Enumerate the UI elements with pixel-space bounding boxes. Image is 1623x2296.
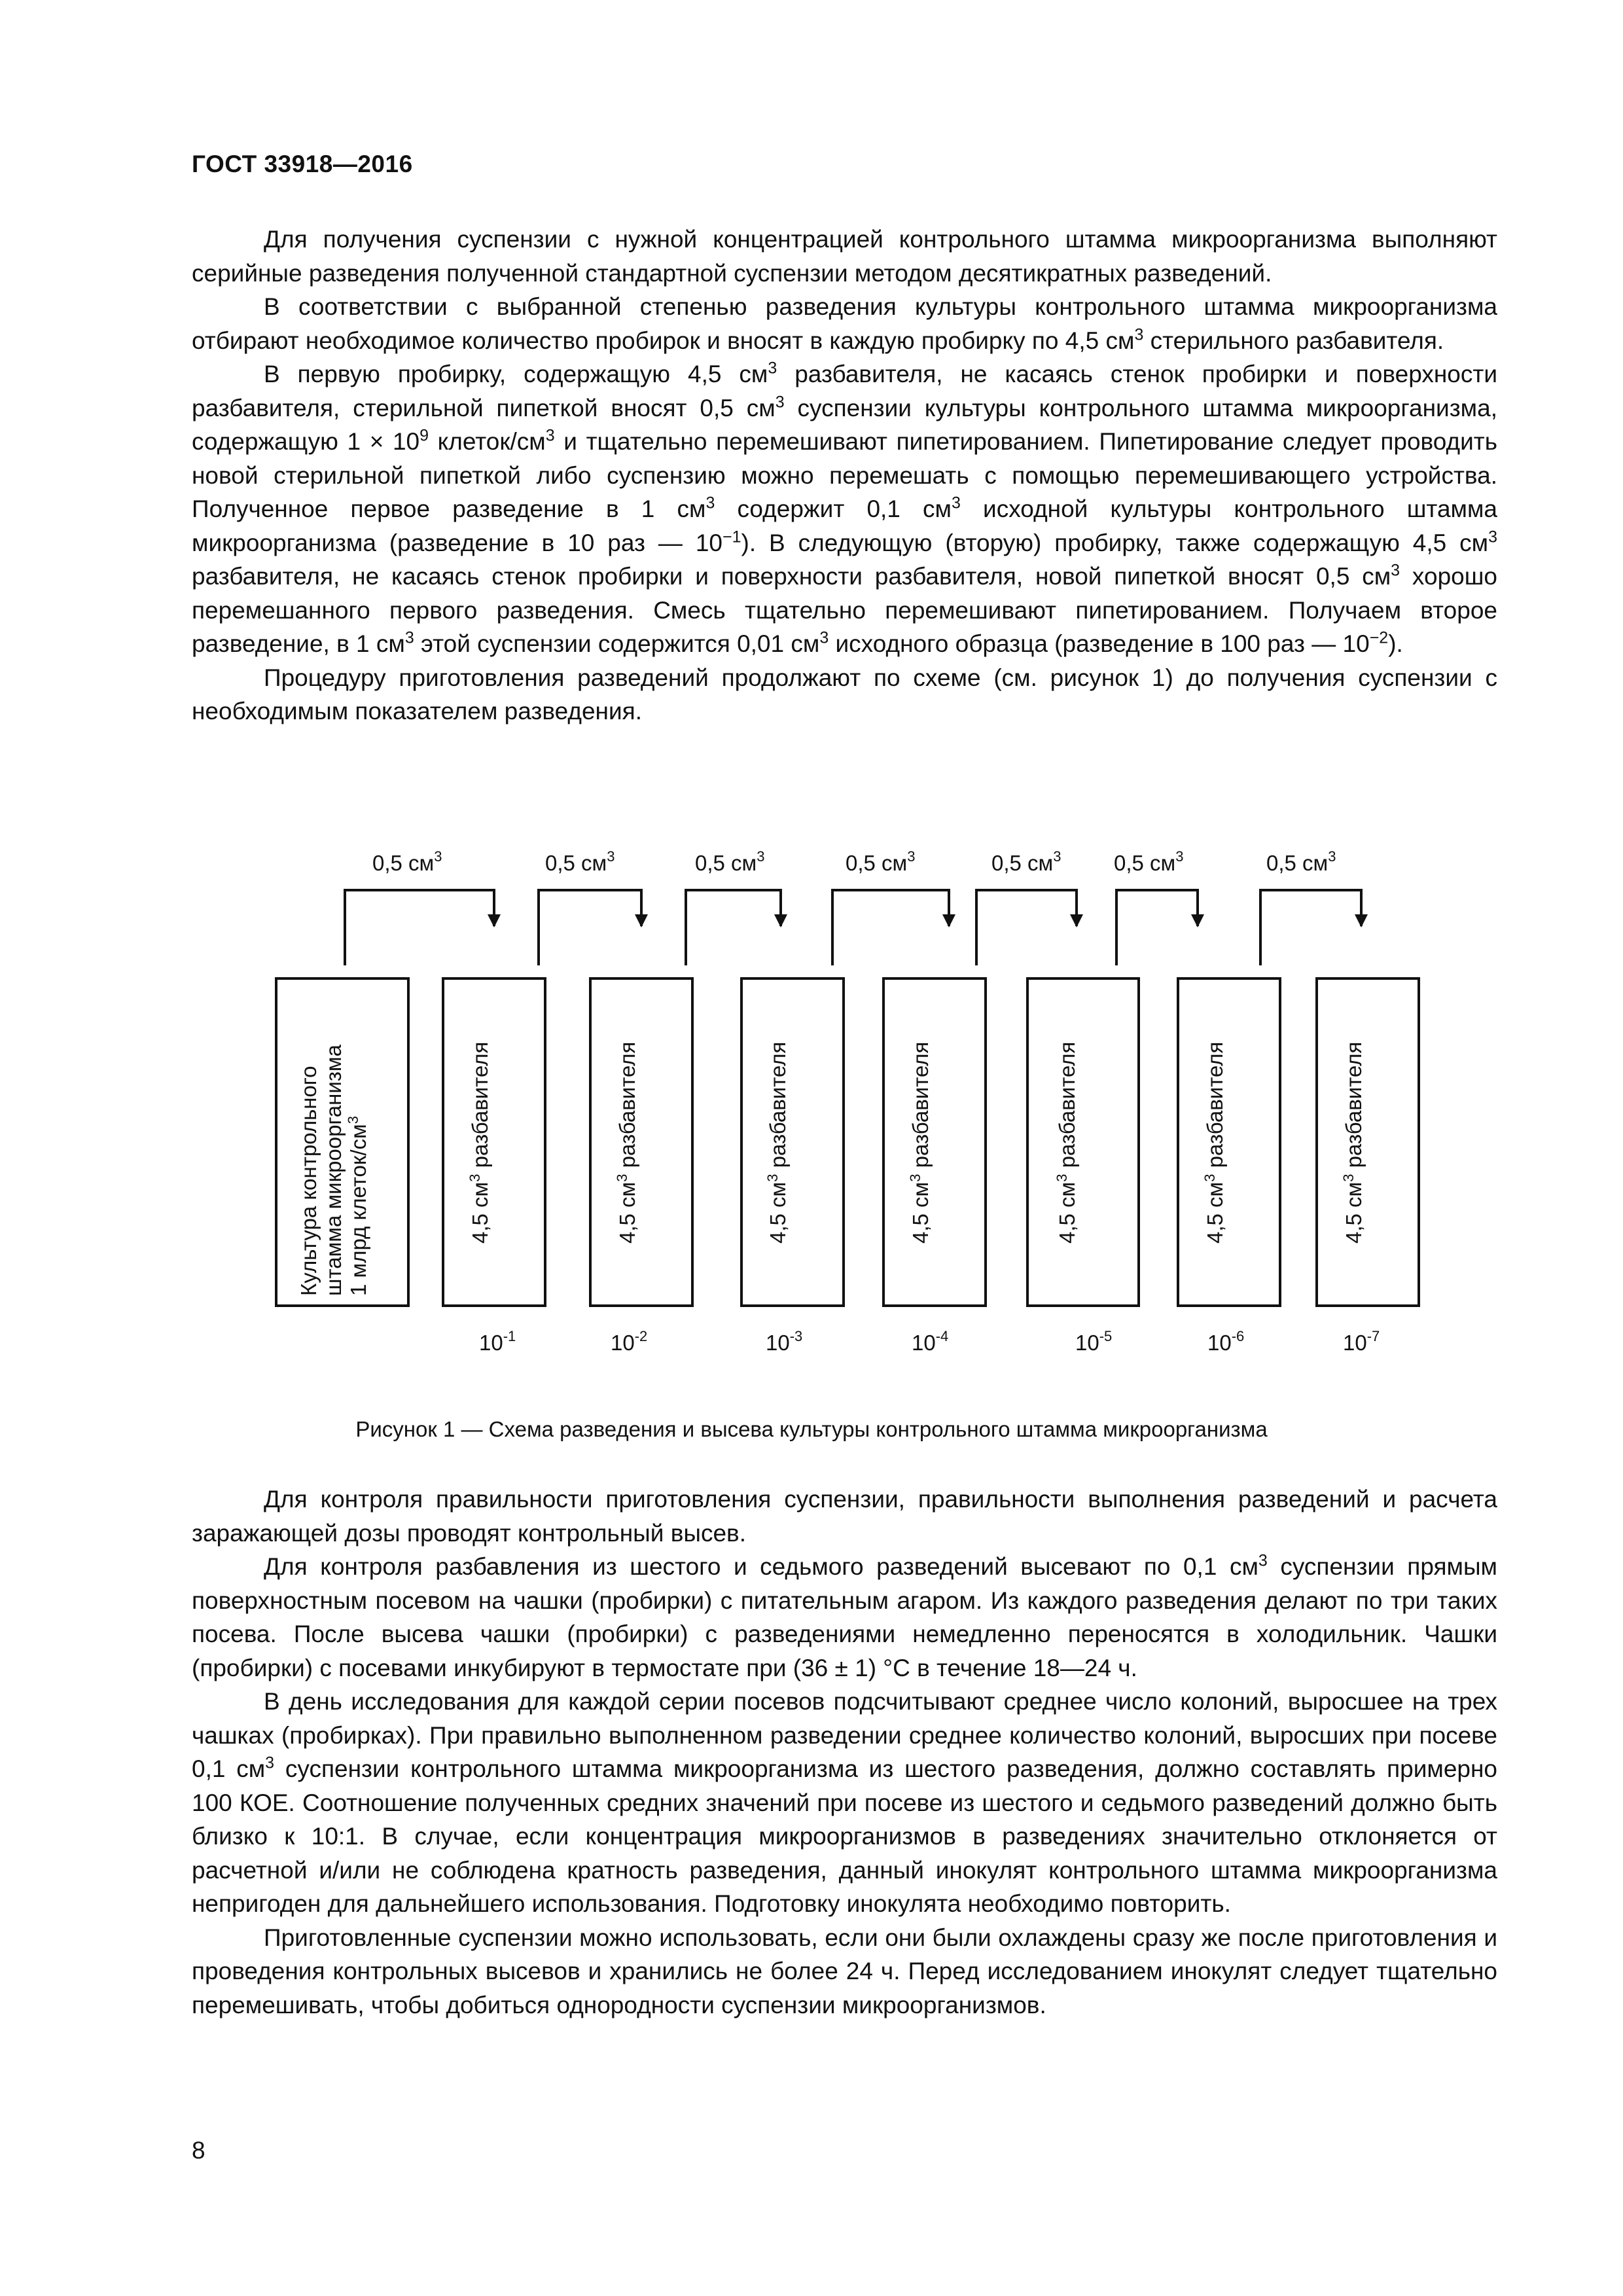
transfer-arrow-4 — [832, 848, 949, 965]
culture-box — [276, 978, 408, 1306]
tube-label: 4,5 $см^3$ разбавителя — [1340, 1041, 1366, 1244]
section-text-bottom — [192, 1482, 1497, 2022]
transfer-arrow-3 — [686, 848, 781, 965]
page-number: 8 — [192, 2137, 205, 2164]
svg-text:0,5 см3: 0,5 $см^3$ — [1114, 848, 1184, 875]
dilution-label-2: $10^{-2}$ — [611, 1328, 648, 1355]
tube-7 — [1317, 978, 1419, 1306]
dilution-label-4: $10^{-4}$ — [912, 1328, 949, 1355]
svg-text:0,5 см3: 0,5 $см^3$ — [991, 848, 1061, 875]
transfer-arrow-1 — [345, 848, 494, 965]
transfer-arrow-7 — [1260, 848, 1361, 965]
dilution-label-7: $10^{-7}$ — [1343, 1328, 1380, 1355]
tube-6 — [1178, 978, 1280, 1306]
tube-4 — [883, 978, 986, 1306]
dilution-label-5: $10^{-5}$ — [1075, 1328, 1113, 1355]
svg-text:0,5 см3: 0,5 $см^3$ — [695, 848, 765, 875]
tube-label: 4,5 $см^3$ разбавителя — [764, 1041, 790, 1244]
paragraph: Для контроля правильности приготовления суспензии, правильности выполнения разведений и расчета заражающей дозы проводят контрольный высев. — [192, 1486, 1497, 1547]
svg-text:0,5 см3: 0,5 $см^3$ — [372, 848, 442, 875]
svg-text:0,5 см3: 0,5 $см^3$ — [1266, 848, 1336, 875]
paragraph: Для получения суспензии с нужной концентрацией контрольного штамма микроорганизма выполняют серийные разведения полученной стандартной суспензии методом десятикратных разведений. — [192, 226, 1497, 287]
paragraph: В первую пробирку, содержащую 4,5 $см^3$ разбавителя, не касаясь стенок пробирки и поверхности разбавителя, стерильной пипеткой вносят 0,5 $см^3$ суспензии культуры контрольного штамма микроорганизма, содержащую $1 \times 10^9$ клеток/$см^3$ и тщательно перемешивают пипетированием. Пипетирование следует проводить новой стерильной пипеткой либо суспензию можно перемешать с помощью перемешивающего устройства. Полученное первое разведение в 1 $см^3$ содержит 0,1 $см^3$ исходной культуры контрольного штамма микроорганизма (разведение в 10 раз — $10^{-1}$). В следующую (вторую) пробирку, также содержащую 4,5 $см^3$ разбавителя, не касаясь стенок пробирки и поверхности разбавителя, новой пипеткой вносят 0,5 $см^3$ хорошо перемешанного первого разведения. Смесь тщательно перемешивают пипетированием. Получаем второе разведение, в 1 $см^3$ этой суспензии содержится 0,01 $см^3$ исходного образца (разведение в 100 раз — $10^{-2}$). — [192, 359, 1498, 657]
section-text-top — [192, 223, 1497, 728]
dilution-label-6: $10^{-6}$ — [1207, 1328, 1245, 1355]
paragraph: Приготовленные суспензии можно использовать, если они были охлаждены сразу же после приготовления и проведения контрольных высевов и хранились не более 24 ч. Перед исследованием инокулят следует тщательно перемешивать, чтобы добиться однородности суспензии микроорганизмов. — [192, 1924, 1497, 2018]
dilution-label-1: $10^{-1}$ — [479, 1328, 516, 1355]
paragraph: В день исследования для каждой серии посевов подсчитывают среднее число колоний, выросшее на трех чашках (пробирках). При правильно выполненном разведении среднее количество колоний, выросших при посеве 0,1 $см^3$ суспензии контрольного штамма микроорганизма из шестого разведения, должно составлять примерно 100 КОЕ. Соотношение полученных средних значений при посеве из шестого и седьмого разведений должно быть близко к 10:1. В случае, если концентрация микроорганизмов в разведениях значительно отклоняется от расчетной и/или не соблюдена кратность разведения, данный инокулят контрольного штамма микроорганизма непригоден для дальнейшего использования. Подготовку инокулята необходимо повторить. — [192, 1688, 1498, 1917]
tube-1 — [443, 978, 545, 1306]
tube-label: 4,5 $см^3$ разбавителя — [1054, 1041, 1079, 1244]
tube-5 — [1027, 978, 1139, 1306]
tube-label: 4,5 $см^3$ разбавителя — [614, 1041, 639, 1244]
tube-label: 4,5 $см^3$ разбавителя — [467, 1041, 492, 1244]
transfer-arrow-5 — [976, 848, 1077, 965]
tube-2 — [590, 978, 692, 1306]
document-code-header: ГОСТ 33918—2016 — [192, 151, 413, 177]
paragraph: Процедуру приготовления разведений продолжают по схеме (см. рисунок 1) до получения суспензии с необходимым показателем разведения. — [192, 664, 1497, 725]
svg-text:0,5 см3: 0,5 $см^3$ — [545, 848, 615, 875]
culture-label: Культура контрольного штамма микроорганизма 1 млрд клеток/$см^3$ — [296, 1045, 370, 1296]
transfer-arrow-6 — [1114, 848, 1198, 965]
transfer-arrow-2 — [539, 848, 641, 965]
figure-caption: Рисунок 1 — Схема разведения и высева культуры контрольного штамма микроорганизма — [355, 1417, 1268, 1441]
dilution-label-3: $10^{-3}$ — [766, 1328, 803, 1355]
paragraph: В соответствии с выбранной степенью разведения культуры контрольного штамма микроорганизма отбирают необходимое количество пробирок и вносят в каждую пробирку по 4,5 $см^3$ стерильного разбавителя. — [192, 293, 1497, 354]
svg-text:0,5 см3: 0,5 $см^3$ — [846, 848, 916, 875]
tube-label: 4,5 $см^3$ разбавителя — [1202, 1041, 1227, 1244]
tube-3 — [741, 978, 844, 1306]
paragraph: Для контроля разбавления из шестого и седьмого разведений высевают по 0,1 $см^3$ суспензии прямым поверхностным посевом на чашки (пробирки) с питательным агаром. Из каждого разведения делают по три таких посева. После высева чашки (пробирки) с разведениями немедленно переносятся в холодильник. Чашки (пробирки) с посевами инкубируют в термостате при (36 ± 1) °С в течение 18—24 ч. — [192, 1551, 1497, 1681]
tube-label: 4,5 $см^3$ разбавителя — [907, 1041, 933, 1244]
